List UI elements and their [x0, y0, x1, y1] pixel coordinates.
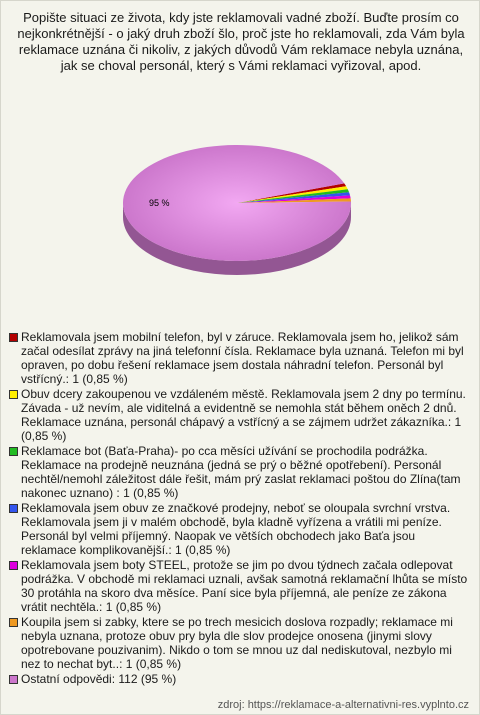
- legend-item-7: [9, 672, 473, 686]
- legend-swatch-4: [9, 504, 18, 513]
- legend-swatch-1: [9, 333, 18, 342]
- legend-label-6: Koupila jsem si zabky, ktere se po trech mesicich doslova rozpadly; reklamace mi nebyla uznana, protoze obuv pry byla dle slov prodejce onosena (jinymi slovy opotrebovane pouzivanim). Nikdo o tom se mnou uz dal nediskutoval, nezbylo mi nez to nechat byt..: 1 (0,85 %): [21, 615, 453, 671]
- legend-label-7: Ostatní odpovědi: 112 (95 %): [21, 672, 177, 686]
- legend-item-6: [9, 615, 473, 671]
- legend-label-5: Reklamovala jsem boty STEEL, protože se jim po dvou týdnech začala odlepovat podrážka. V obchodě mi reklamaci uznali, avšak samotná reklamační lhůta se místo 30 protáhla na skoro dva měsíce. Paní sice byla příjemná, ale peníze ze zákona vrátit nechtěla.: 1 (0,85 %): [21, 558, 468, 614]
- legend-item-1: [9, 330, 473, 386]
- legend-item-3: [9, 444, 473, 500]
- chart-legend: [9, 330, 473, 687]
- legend-swatch-7: [9, 675, 18, 684]
- legend-item-2: [9, 387, 473, 443]
- source-note: zdroj: https://reklamace-a-alternativni-res.vyplnto.cz: [217, 699, 469, 711]
- legend-swatch-2: [9, 390, 18, 399]
- chart-title: Popište situaci ze života, kdy jste reklamovali vadné zboží. Buďte prosím co nejkonkrétnější - o jaký druh zboží šlo, proč jste ho reklamovali, zda Vám byla reklamace uznána či nikoliv, z jakých důvodů Vám reklamace nebyla uznána, jak se choval personál, který s Vámi reklamaci vyřizoval, apod.: [17, 10, 465, 73]
- legend-label-4: Reklamovala jsem obuv ze značkové prodejny, neboť se oloupala svrchní vrstva. Reklamovala jsem ji v malém obchodě, byla kladně vyřízena a vrátili mi peníze. Personál byl velmi příjemný. Naopak ve větších obchodech jako Baťa jsou reklamace komplikovanější.: 1 (0,85 %): [21, 501, 451, 557]
- legend-label-3: Reklamace bot (Baťa-Praha)- po cca měsíci užívání se prochodila podrážka. Reklamace na prodejně neuznána (jedná se prý o běžné opotřebení). Personál nechtěl/nemohl záležitost dále řešit, mám prý zaslat reklamaci poštou do Zlína(tam nakonec uznano) : 1 (0,85 %): [21, 444, 461, 500]
- legend-label-1: Reklamovala jsem mobilní telefon, byl v záruce. Reklamovala jsem ho, jelikož sám začal odesílat zprávy na jiná telefonní čísla. Reklamace byla uznaná. Telefon mi byl opraven, po dobu řešení reklamace jsem dostala náhradní telefon. Personál byl vstřícný.: 1 (0,85 %): [21, 330, 464, 386]
- pie-data-label-7: 95 %: [149, 198, 170, 209]
- pie-chart: [1, 1, 480, 331]
- legend-item-5: [9, 558, 473, 614]
- legend-swatch-6: [9, 618, 18, 627]
- legend-swatch-3: [9, 447, 18, 456]
- legend-label-2: Obuv dcery zakoupenou ve vzdáleném městě. Reklamovala jsem 2 dny po termínu. Závada - už nevím, ale viditelná a evidentně se nemohla stát během oněch 2 dnů. Reklamace uznána, personál chápavý a vstřícný a se zájmem udržet zákazníka.: 1 (0,85 %): [21, 387, 466, 443]
- legend-item-4: [9, 501, 473, 557]
- legend-swatch-5: [9, 561, 18, 570]
